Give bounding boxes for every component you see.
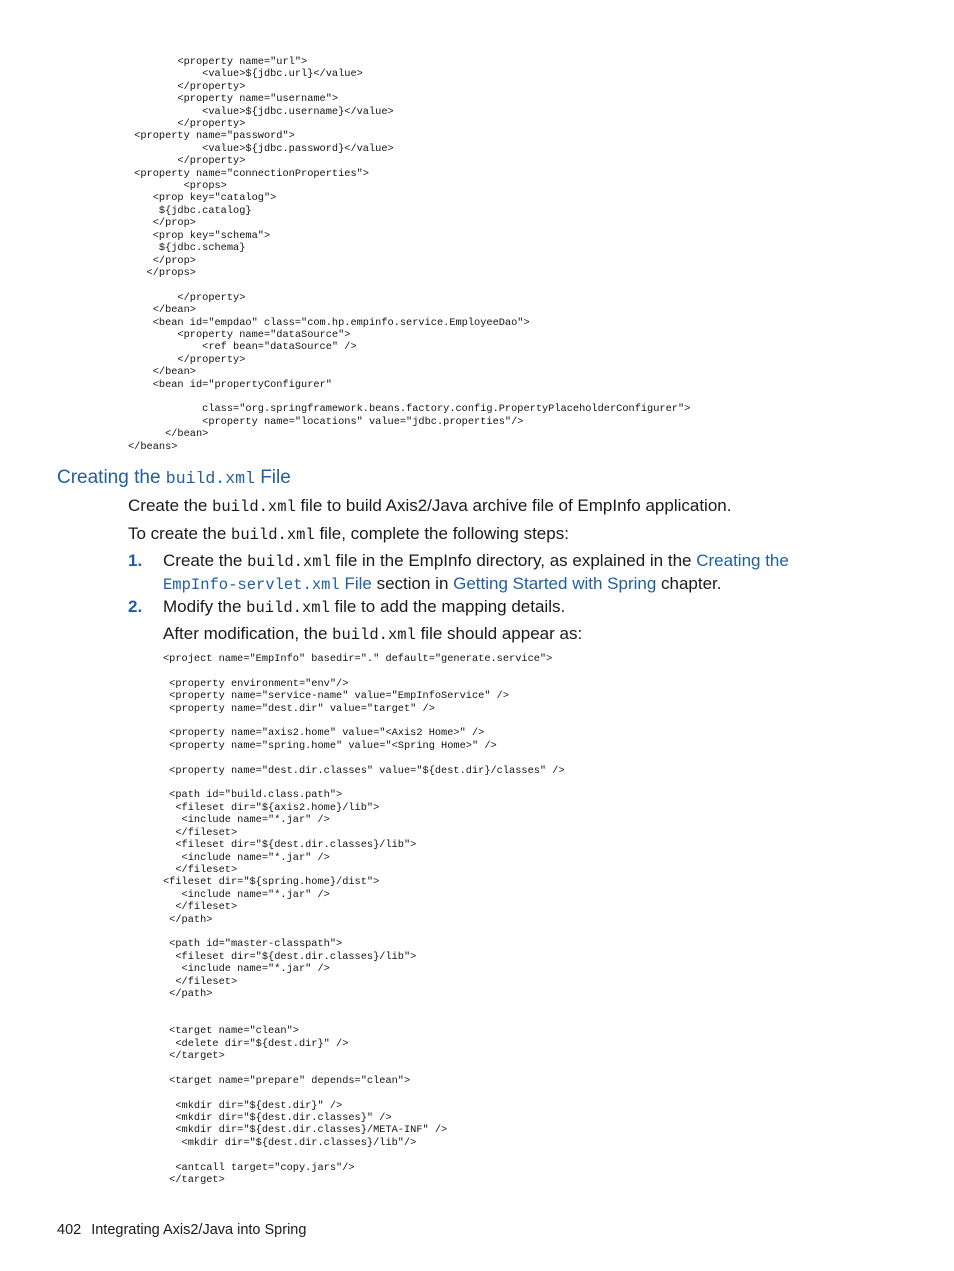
- intro2-text-a: To create the: [128, 524, 232, 543]
- link1-text: Creating the: [696, 551, 789, 570]
- step1-text-a: Create the: [163, 551, 248, 570]
- step1-code: build.xml: [247, 553, 331, 571]
- step-1-text: [163, 550, 789, 596]
- intro-paragraph-1: [128, 496, 731, 516]
- after-code: build.xml: [332, 626, 416, 644]
- intro2-text-b: file, complete the following steps:: [314, 524, 569, 543]
- heading-code: build.xml: [165, 469, 255, 488]
- heading-prefix: Creating the: [57, 467, 166, 488]
- section-heading: [57, 467, 291, 489]
- link1-suffix: File: [339, 574, 372, 593]
- page-number: 402: [57, 1222, 82, 1238]
- after-modification-paragraph: [163, 624, 582, 644]
- step-1-number: 1.: [128, 551, 143, 570]
- code-block-spring-config: <property name="url"> <value>${jdbc.url}</value> </property> <property name="username"> <value>${jdbc.username}</value> </property> <property name="password"> <value>${jdbc.password}</value> </property> <property name="connectionProperties"> <props> <prop key="catalog"> ${jdbc.catalog} </prop> <prop key="schema"> ${jdbc.schema} </prop> </props> </property> </bean> <bean id="empdao" class="com.hp.empinfo.service.EmployeeDao"> <property name="dataSource"> <ref bean="dataSource" /> </property> </bean> <bean id="propertyConfigurer" class="org.springframework.beans.factory.config.PropertyPlaceholderConfigurer"> <property name="locations" value="jdbc.properties"/> </bean> </beans>: [128, 56, 691, 453]
- step2-text-a: Modify the: [163, 597, 247, 616]
- after-text-a: After modification, the: [163, 624, 333, 643]
- page-footer: [57, 1222, 306, 1238]
- step1-text-c: section in: [371, 574, 454, 593]
- link-getting-started-with-spring[interactable]: Getting Started with Spring: [453, 574, 657, 593]
- intro1-text-b: file to build Axis2/Java archive file of EmpInfo application.: [295, 496, 732, 515]
- heading-suffix: File: [254, 467, 291, 488]
- intro-paragraph-2: [128, 524, 569, 544]
- link1-code: EmpInfo-servlet.xml: [163, 576, 340, 594]
- step-2-text: [163, 596, 565, 619]
- code-block-build-xml: <project name="EmpInfo" basedir="." default="generate.service"> <property environment="env"/> <property name="service-name" value="EmpInfoService" /> <property name="dest.dir" value="target" /> <property name="axis2.home" value="<Axis2 Home>" /> <property name="spring.home" value="<Spring Home>" /> <property name="dest.dir.classes" value="${dest.dir}/classes" /> <path id="build.class.path"> <fileset dir="${axis2.home}/lib"> <include name="*.jar" /> </fileset> <fileset dir="${dest.dir.classes}/lib"> <include name="*.jar" /> </fileset> <fileset dir="${spring.home}/dist"> <include name="*.jar" /> </fileset> </path> <path id="master-classpath"> <fileset dir="${dest.dir.classes}/lib"> <include name="*.jar" /> </fileset> </path> <target name="clean"> <delete dir="${dest.dir}" /> </target> <target name="prepare" depends="clean"> <mkdir dir="${dest.dir}" /> <mkdir dir="${dest.dir.classes}" /> <mkdir dir="${dest.dir.classes}/META-INF" /> <mkdir dir="${dest.dir.classes}/lib"/> <antcall target="copy.jars"/> </target>: [163, 653, 565, 1187]
- step2-text-b: file to add the mapping details.: [329, 597, 566, 616]
- step2-code: build.xml: [246, 599, 330, 617]
- chapter-title: Integrating Axis2/Java into Spring: [91, 1222, 307, 1238]
- step-2-number: 2.: [128, 597, 143, 616]
- intro1-text-a: Create the: [128, 496, 213, 515]
- step1-text-b: file in the EmpInfo directory, as explained in the: [330, 551, 697, 570]
- step1-text-d: chapter.: [656, 574, 722, 593]
- intro1-code: build.xml: [212, 498, 296, 516]
- after-text-b: file should appear as:: [415, 624, 583, 643]
- intro2-code: build.xml: [231, 526, 315, 544]
